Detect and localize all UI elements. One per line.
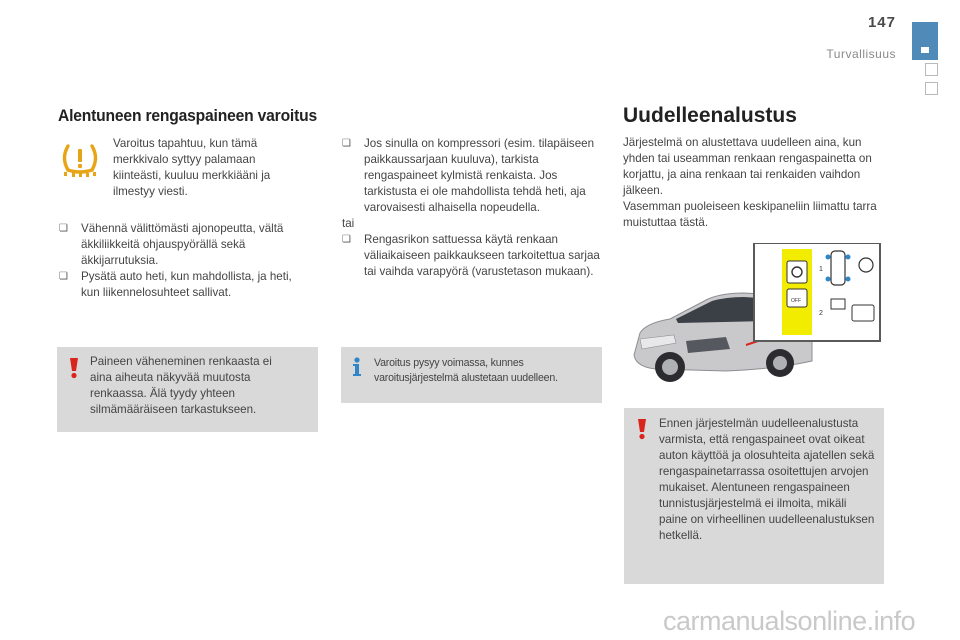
list-item — [342, 232, 604, 280]
bullet-text: Jos sinulla on kompressori (esim. tilapäiseen paikkaussarjaan kuuluva), tarkista rengaspaineet kylmistä renkaista. Jos tarkistusta ei ole mahdollista tehdä heti, aja varovaisesti alhaisella nopeudella. — [364, 137, 595, 214]
figure-button-text: OFF — [791, 298, 801, 304]
left-note-text: Paineen väheneminen renkaasta ei aina aiheuta näkyvää muutosta renkaassa. Älä tyydy yhteen silmämääräiseen tarkastukseen. — [90, 355, 272, 416]
chapter-tab-marker — [921, 47, 929, 53]
exclamation-alert-icon — [65, 357, 83, 379]
right-note-text: Ennen järjestelmän uudelleenalustusta varmista, että rengaspaineet ovat oikeat auton käyttöä ja olosuhteita ajatellen sekä rengaspainetarrassa osoitettujen arvojen mukaiset. Alentuneen rengaspaineen tunnistusjärjestelmä ei ilmoita, mikäli paine on virheellinen uudelleenalustuksen hetkellä. — [659, 417, 875, 542]
list-item — [342, 136, 604, 216]
connector-text: tai — [342, 217, 355, 230]
chapter-box-2[interactable] — [925, 82, 938, 95]
watermark: carmanualsonline.info — [663, 606, 916, 636]
figure-step-1: 1 — [819, 266, 823, 273]
checkbox-bullet-icon: ❏ — [59, 223, 68, 234]
info-icon — [350, 357, 364, 377]
chapter-box-1[interactable] — [925, 63, 938, 76]
left-warning-note — [57, 347, 318, 432]
left-bullet-list — [59, 221, 311, 301]
middle-note-text: Varoitus pysyy voimassa, kunnes varoitusjärjestelmä alustetaan uudelleen. — [374, 357, 558, 384]
list-item — [59, 269, 311, 301]
warning-intro-text: Varoitus tapahtuu, kun tämä merkkivalo syttyy palamaan kiinteästi, kuuluu merkkiääni ja ilmestyy viesti. — [113, 137, 271, 198]
bullet-text: Rengasrikon sattuessa käytä renkaan väliaikaiseen paikkaukseen tarkoitettua sarjaa tai vaihda varapyörä (varustetason mukaan). — [364, 233, 600, 278]
right-warning-note — [624, 408, 884, 584]
middle-bullet-list-2 — [342, 232, 604, 280]
reset-intro-text: Järjestelmä on alustettava uudelleen aina, kun yhden tai useamman renkaan rengaspainetta on korjattu, ja aina renkaan tai renkaiden vaihdon jälkeen. — [623, 136, 872, 197]
left-section-title: Alentuneen rengaspaineen varoitus — [58, 106, 318, 125]
checkbox-bullet-icon: ❏ — [342, 138, 351, 149]
reset-label-text: Vasemman puoleiseen keskipaneliin liimattu tarra muistuttaa tästä. — [623, 200, 877, 229]
tyre-pressure-warning-icon — [59, 143, 101, 177]
car-reset-label-figure — [626, 243, 882, 393]
bullet-text: Pysätä auto heti, kun mahdollista, ja heti, kun liikennelosuhteet sallivat. — [81, 270, 292, 299]
chapter-tab[interactable] — [912, 22, 938, 60]
middle-bullet-list-1 — [342, 136, 604, 216]
section-name: Turvallisuus — [826, 47, 896, 61]
checkbox-bullet-icon: ❏ — [342, 234, 351, 245]
bullet-text: Vähennä välittömästi ajonopeutta, vältä äkkiliikkeitä ohjauspyörällä sekä äkkijarrutuksia. — [81, 222, 284, 267]
figure-step-2: 2 — [819, 310, 823, 317]
page-number: 147 — [867, 14, 896, 31]
list-item — [59, 221, 311, 269]
checkbox-bullet-icon: ❏ — [59, 271, 68, 282]
exclamation-alert-icon — [633, 418, 651, 440]
middle-info-note — [341, 347, 602, 403]
right-section-title: Uudelleenalustus — [623, 104, 797, 127]
